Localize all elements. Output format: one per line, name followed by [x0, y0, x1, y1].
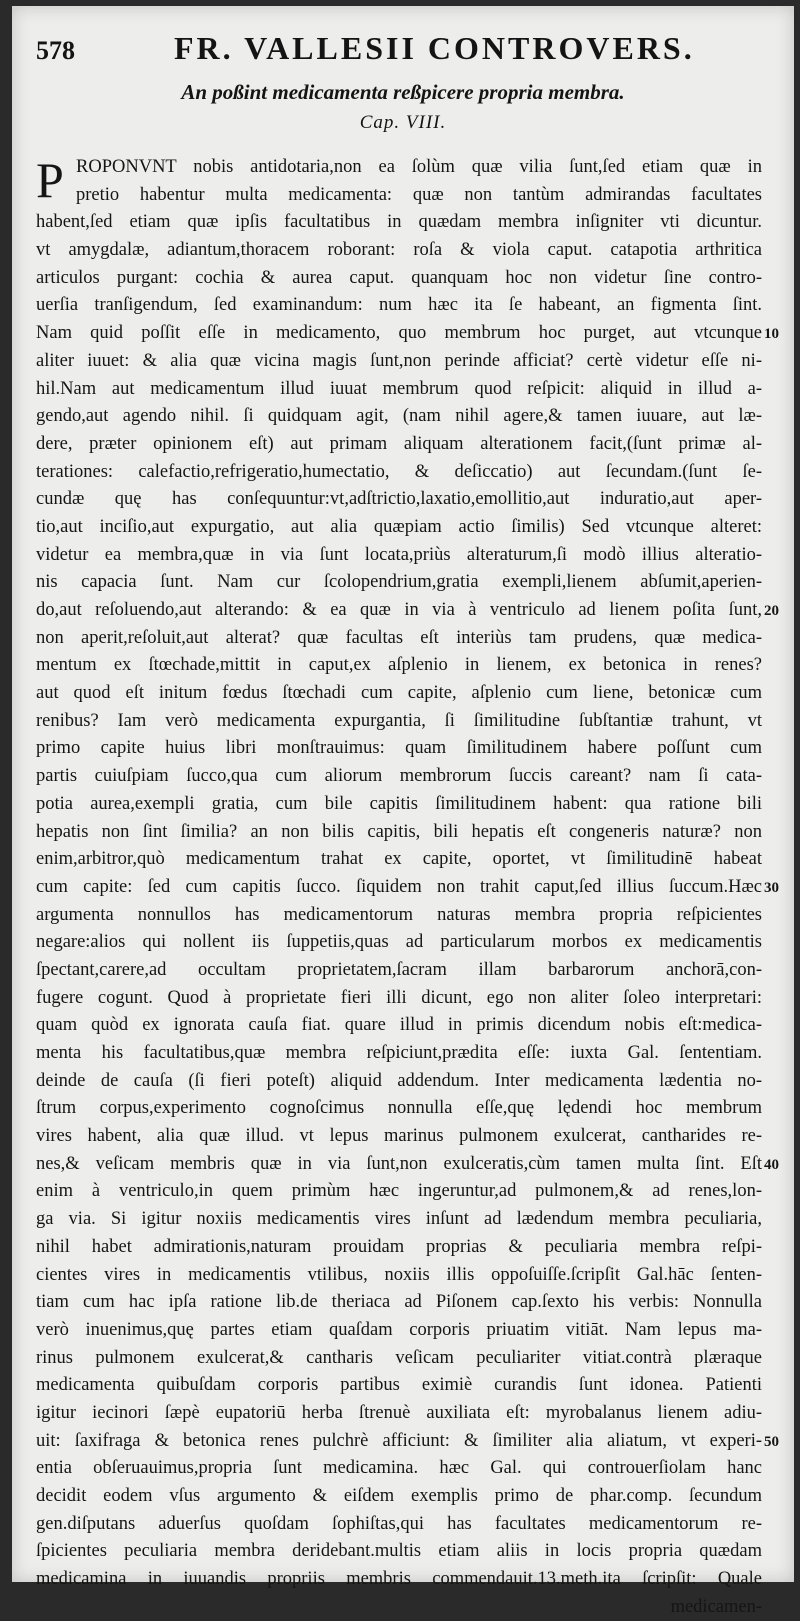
text-line: menta his facultatibus,quæ membra reſpiciunt,prædita eſſe: iuxta Gal. ſententiam.: [36, 1043, 762, 1063]
running-title: FR. VALLESII CONTROVERS.: [174, 30, 695, 66]
text-line: nihil habet admirationis,naturam prouidam proprias & peculiaria membra reſpi-: [36, 1236, 762, 1257]
text-line: negare:alios qui nollent iis ſuppetiis,quas ad particularum morbos ex medicamentis: [36, 932, 762, 953]
text-line: non aperit,reſoluit,aut alterat? quæ facultas eſt interiùs tam prudens, quæ medica-: [36, 627, 762, 648]
text-line: fugere cogunt. Quod à proprietate fieri illi dicunt, ego non aliter ſoleo interpretari:: [36, 987, 762, 1008]
text-line: vires habent, alia quæ illud. vt lepus marinus pulmonem exulcerat, cantharides re-: [36, 1126, 762, 1147]
text-line: partis cuiuſpiam ſucco,qua cum aliorum membrorum ſuccis careant? nam ſi cata-: [36, 766, 762, 787]
margin-line-number: 30: [764, 880, 779, 897]
text-line: ga via. Si igitur noxiis medicamentis vires inſunt ad lædendum membra peculiaria,: [36, 1209, 762, 1230]
margin-line-number: 20: [764, 603, 779, 620]
text-line: rinus pulmonem exulcerat,& cantharis veſicam peculiariter vitiat.contrà plæraque: [36, 1347, 762, 1368]
margin-line-number: 10: [764, 326, 779, 343]
running-head: [36, 30, 695, 74]
text-line: aut quod eſt initum fœdus ſtœchadi cum capite, aſplenio cum liene, betonicæ cum: [36, 683, 762, 704]
text-line: quam quòd ex ignorata cauſa fiat. quare illud in primis dicendum nobis eſt:medica-: [36, 1015, 762, 1036]
text-line: mentum ex ſtœchade,mittit in caput,ex aſplenio in lienem, ex betonica in renes?: [36, 655, 762, 676]
text-line: pretio habentur multa medicamenta: quæ non tantùm admirandas facultates: [76, 184, 762, 205]
text-line: entia obſeruauimus,propria ſunt medicamina. hæc Gal. qui controuerſiolam hanc: [36, 1458, 762, 1479]
text-line: decidit eodem vſus argumento & eiſdem exemplis primo de phar.comp. ſecundum: [36, 1486, 762, 1506]
text-line: do,aut reſoluendo,aut alterando: & ea quæ in via à ventriculo ad lienem poſita ſunt,: [36, 600, 762, 620]
text-line: hil.Nam aut medicamentum illud iuuat membrum quod reſpicit: aliquid in illud a-: [36, 378, 762, 399]
text-line: uit: ſaxifraga & betonica renes pulchrè afficiunt: & ſimiliter alia aliatum, vt experi-: [36, 1430, 762, 1451]
text-line: terationes: calefactio,refrigeratio,humectatio, & deſiccatio) aut ſecundam.(ſunt ſe-: [36, 461, 762, 482]
text-line: ſtrum corpus,experimento cognoſcimus nonnulla eſſe,quę lędendi hoc membrum: [36, 1098, 762, 1119]
text-line: cum capite: ſed cum capitis ſucco. ſiquidem non trahit caput,ſed illius ſuccum.Hæc: [36, 876, 762, 897]
text-line: aliter iuuet: & alia quæ vicina magis ſunt,non perinde afficiat? certè videtur eſſe ni-: [36, 350, 762, 371]
text-line: ſpicientes peculiaria membra deridebant.multis etiam aliis in locis propria quædam: [36, 1541, 762, 1562]
text-line: enim,arbitror,quò medicamentum trahat ex capite, oportet, vt ſimilitudinē habeat: [36, 849, 762, 870]
text-line: medicamenta quibuſdam corporis partibus eximiè curandis ſunt idonea. Patienti: [36, 1375, 762, 1396]
text-line: deinde de cauſa (ſi fieri poteſt) aliquid addendum. Inter medicamenta lædentia no-: [36, 1070, 762, 1091]
text-line: medicamen-: [670, 1596, 762, 1617]
text-line: habent,ſed etiam quæ ipſis facultatibus in quædam membra inſigniter vti dicuntur.: [36, 212, 762, 233]
text-line: uerſia tranſigendum, ſed examinandum: num hæc ita ſe habeant, an figmenta ſint.: [36, 295, 762, 316]
margin-line-number: 50: [764, 1434, 779, 1451]
text-line: videtur ea membra,quæ in via ſunt locata,priùs alteraturum,ſi modò illius alteratio-: [36, 544, 762, 565]
text-line: articulos purgant: cochia & aurea caput. quanquam hoc non videtur ſine contro-: [36, 267, 762, 288]
text-line: hepatis non ſint ſimilia? an non bilis capitis, bili hepatis eſt congeneris naturæ? non: [36, 821, 762, 842]
text-line: nis capacia ſunt. Nam cur ſcolopendrium,gratia exempli,lienem abſumit,aperien-: [36, 572, 762, 593]
text-line: nes,& veſicam membris quæ in via ſunt,non exulceratis,cùm tamen multa ſint. Eſt: [36, 1153, 762, 1174]
text-line: ſpectant,carere,ad occultam proprietatem,ſacram illam barbarorum anchorā,con-: [36, 959, 762, 980]
chapter-number: Cap. VIII.: [359, 112, 447, 133]
text-line: tiam cum hac ipſa ratione lib.de theriaca ad Piſonem cap.ſexto his verbis: Nonnulla: [36, 1292, 762, 1313]
text-line: igitur iecinori ſæpè eupatoriū herba ſtrenuè auxiliata eſt: myrobalanus lienem adiu-: [36, 1402, 762, 1423]
text-line: potia aurea,exempli gratia, cum bile capitis ſimilitudinem habent: qua ratione bili: [36, 793, 762, 814]
page-number: 578: [36, 36, 75, 65]
text-line: Nam quid poſſit eſſe in medicamento, quo membrum hoc purget, aut vtcunque: [36, 323, 762, 344]
text-line: tio,aut inciſio,aut expurgatio, aut alia quæpiam actio ſimilis) Sed vtcunque alteret:: [36, 516, 762, 537]
book-page: [12, 6, 794, 1617]
text-line: renibus? Iam verò medicamenta expurgantia, ſi ſimilitudine ſubſtantiæ trahunt, vt: [36, 710, 762, 731]
text-line: argumenta nonnullos has medicamentorum naturas membra propria reſpicientes: [36, 904, 762, 925]
text-line: dere, præter opinionem eſt) aut primam aliquam alterationem facit,(ſunt primæ al-: [36, 433, 762, 454]
text-line: enim à ventriculo,in quem primùm hæc ingeruntur,ad pulmonem,& ad renes,lon-: [36, 1181, 762, 1202]
text-line: cientes vires in medicamentis vtilibus, noxiis illis oppoſuiſſe.ſcripſit Gal.hāc ſenten-: [36, 1264, 762, 1285]
text-line: gen.diſputans aduerſus quoſdam ſophiſtas,qui has facultates medicamentorum re-: [36, 1513, 762, 1534]
text-line: cundæ quę has conſequuntur:vt,adſtrictio,laxatio,emollitio,aut induratio,aut aper-: [36, 489, 762, 510]
margin-line-number: 40: [764, 1157, 779, 1174]
text-line: vt amygdalæ, adiantum,thoracem roborant: roſa & viola caput. catapotia arthritica: [36, 240, 762, 261]
body-text: [36, 154, 762, 1621]
chapter-title: An poßint medicamenta reßpicere propria membra.: [181, 80, 625, 104]
text-line: primo capite huius libri monſtrauimus: quam ſimilitudinem habere poſſunt cum: [36, 738, 762, 759]
drop-cap: P: [36, 152, 64, 208]
text-line: medicamina in iuuandis propriis membris commendauit.13.meth.ita ſcripſit: Quale: [36, 1569, 762, 1590]
text-line: verò inuenimus,quę partes etiam quaſdam corporis priuatim vitiāt. Nam lepus ma-: [36, 1319, 762, 1340]
text-line: ROPONVNT nobis antidotaria,non ea ſolùm quæ vilia ſunt,ſed etiam quæ in: [76, 157, 762, 177]
text-line: gendo,aut agendo nihil. ſi quidquam agit, (nam nihil agere,& tamen iuuare, aut læ-: [36, 406, 762, 427]
